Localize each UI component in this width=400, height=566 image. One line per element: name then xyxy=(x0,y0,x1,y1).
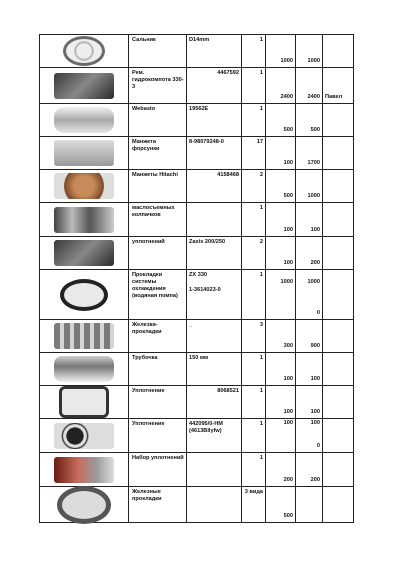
part-photo xyxy=(40,104,129,137)
price-value: 500 xyxy=(283,127,293,134)
part-sum xyxy=(296,35,323,68)
part-qty: 2 xyxy=(242,237,266,270)
table-row xyxy=(40,68,354,104)
table-row xyxy=(40,203,354,237)
sum-value: 900 xyxy=(310,343,320,350)
part-price xyxy=(266,104,296,137)
part-name: Манжета форсунки xyxy=(129,137,187,170)
part-note xyxy=(323,137,354,170)
seal-set-photo xyxy=(54,457,114,483)
part-photo xyxy=(40,353,129,386)
sum-value: 2400 xyxy=(307,94,320,101)
table-row xyxy=(40,487,354,523)
code-line-1: ZX 330 xyxy=(189,272,208,278)
table-row xyxy=(40,35,354,68)
part-photo xyxy=(40,170,129,203)
part-photo xyxy=(40,68,129,104)
part-qty: 3 xyxy=(242,320,266,353)
part-sum xyxy=(296,386,323,419)
part-qty: 1 xyxy=(242,419,266,453)
sum-value-2: 0 xyxy=(316,443,320,450)
sum-value: 1700 xyxy=(307,160,320,167)
part-sum xyxy=(296,270,323,320)
part-name: Рем. гидрокомпота 330-3 xyxy=(129,68,187,104)
part-qty: 1 xyxy=(242,35,266,68)
part-price xyxy=(266,35,296,68)
part-sum xyxy=(296,453,323,487)
seals-photo xyxy=(54,240,114,266)
part-sum xyxy=(296,353,323,386)
price-value: 100 xyxy=(283,420,293,426)
sum-value: 1000 xyxy=(307,58,320,65)
parts-table xyxy=(39,34,354,523)
sum-value: 1000 xyxy=(307,279,320,285)
part-note xyxy=(323,320,354,353)
part-qty: 1 xyxy=(242,203,266,237)
part-note xyxy=(323,237,354,270)
note-value: Павел xyxy=(325,94,343,101)
part-sum xyxy=(296,487,323,523)
part-note xyxy=(323,203,354,237)
seal-photo xyxy=(59,386,109,418)
sum-value: 1000 xyxy=(307,193,320,200)
part-name: Набор уплотнений xyxy=(129,453,187,487)
price-value: 200 xyxy=(283,477,293,484)
part-price xyxy=(266,353,296,386)
part-price xyxy=(266,386,296,419)
part-qty: 2 xyxy=(242,170,266,203)
part-photo xyxy=(40,203,129,237)
part-price xyxy=(266,320,296,353)
part-note xyxy=(323,419,354,453)
price-value: 300 xyxy=(283,343,293,350)
part-sum xyxy=(296,419,323,453)
table-row xyxy=(40,386,354,419)
part-note xyxy=(323,68,354,104)
price-value: 1000 xyxy=(280,58,293,65)
table-row xyxy=(40,320,354,353)
part-code xyxy=(187,270,242,320)
part-note xyxy=(323,386,354,419)
part-note xyxy=(323,353,354,386)
injector-seal-photo xyxy=(54,140,114,166)
part-photo xyxy=(40,419,129,453)
sum-value: 500 xyxy=(310,127,320,134)
part-qty: 1 xyxy=(242,453,266,487)
part-code: 8-98079248-0 xyxy=(187,137,242,170)
price-value: 100 xyxy=(283,376,293,383)
part-sum xyxy=(296,104,323,137)
table-row xyxy=(40,419,354,453)
part-price xyxy=(266,137,296,170)
sum-value: 200 xyxy=(310,260,320,267)
part-photo xyxy=(40,270,129,320)
part-code xyxy=(187,487,242,523)
part-price xyxy=(266,487,296,523)
price-value: 500 xyxy=(283,513,293,520)
price-value: 100 xyxy=(283,227,293,234)
part-price xyxy=(266,237,296,270)
part-name: Железные прокладки xyxy=(129,487,187,523)
part-photo xyxy=(40,237,129,270)
table-row xyxy=(40,353,354,386)
part-note xyxy=(323,104,354,137)
part-sum xyxy=(296,203,323,237)
sum-value: 100 xyxy=(310,420,320,426)
part-name: Манжеты Hitachi xyxy=(129,170,187,203)
part-price xyxy=(266,453,296,487)
webasto-part-photo xyxy=(54,107,114,133)
part-qty: 1 xyxy=(242,104,266,137)
part-code: _ xyxy=(187,320,242,353)
part-price xyxy=(266,203,296,237)
code-line-2: 1-3614023-0 xyxy=(189,286,221,293)
gasket-ring-photo xyxy=(63,36,105,66)
sum-value: 100 xyxy=(310,409,320,416)
sum-value-2: 0 xyxy=(316,310,320,317)
part-qty: 1 xyxy=(242,68,266,104)
sum-value: 100 xyxy=(310,376,320,383)
part-photo xyxy=(40,453,129,487)
part-qty: 1 xyxy=(242,270,266,320)
price-value: 100 xyxy=(283,160,293,167)
part-name: Железки-прокладки xyxy=(129,320,187,353)
part-photo xyxy=(40,320,129,353)
part-note xyxy=(323,487,354,523)
part-name: маслосъемных колпачков xyxy=(129,203,187,237)
price-value: 100 xyxy=(283,409,293,416)
part-name: Уплотнение xyxy=(129,386,187,419)
part-sum xyxy=(296,320,323,353)
part-sum xyxy=(296,237,323,270)
part-price xyxy=(266,170,296,203)
part-code xyxy=(187,453,242,487)
table-row xyxy=(40,453,354,487)
table-row xyxy=(40,237,354,270)
part-photo xyxy=(40,35,129,68)
part-qty: 1 xyxy=(242,353,266,386)
part-note xyxy=(323,453,354,487)
part-photo xyxy=(40,386,129,419)
part-code: 4158468 xyxy=(187,170,242,203)
part-name: Прокладки системы охлаждения (водяная помпа) xyxy=(129,270,187,320)
valve-caps-photo xyxy=(54,207,114,233)
part-qty: 1 xyxy=(242,386,266,419)
price-value: 100 xyxy=(283,260,293,267)
sum-value: 200 xyxy=(310,477,320,484)
part-price xyxy=(266,419,296,453)
part-qty: 17 xyxy=(242,137,266,170)
part-price xyxy=(266,270,296,320)
part-code: 442095/0-HM (4613Bllyfw) xyxy=(187,419,242,453)
part-sum xyxy=(296,137,323,170)
part-qty: 3 вида xyxy=(242,487,266,523)
part-code xyxy=(187,203,242,237)
hitachi-seal-photo xyxy=(54,173,114,199)
part-name: Трубочка xyxy=(129,353,187,386)
part-name: Webasto xyxy=(129,104,187,137)
tube-photo xyxy=(54,356,114,382)
part-photo xyxy=(40,487,129,523)
part-note xyxy=(323,270,354,320)
part-note xyxy=(323,35,354,68)
part-name: Сальник xyxy=(129,35,187,68)
part-sum xyxy=(296,170,323,203)
table-row xyxy=(40,104,354,137)
part-photo xyxy=(40,137,129,170)
part-note xyxy=(323,170,354,203)
table-row xyxy=(40,270,354,320)
part-code: Zaxis 200/250 xyxy=(187,237,242,270)
iron-gaskets-photo xyxy=(57,486,111,524)
cooling-gaskets-photo xyxy=(60,279,108,311)
table-row xyxy=(40,170,354,203)
price-value: 500 xyxy=(283,193,293,200)
price-value: 2400 xyxy=(280,94,293,101)
part-sum xyxy=(296,68,323,104)
hydraulic-kit-photo xyxy=(54,73,114,99)
price-value: 1000 xyxy=(280,279,293,285)
seal-rings-photo xyxy=(54,423,114,449)
part-name: Уплотнение xyxy=(129,419,187,453)
sum-value: 100 xyxy=(310,227,320,234)
table-row xyxy=(40,137,354,170)
part-price xyxy=(266,68,296,104)
part-code: 4467592 xyxy=(187,68,242,104)
part-code: 19562E xyxy=(187,104,242,137)
metal-gaskets-photo xyxy=(54,323,114,349)
part-code: 150 мм xyxy=(187,353,242,386)
part-name: уплотнений xyxy=(129,237,187,270)
part-code: 8068521 xyxy=(187,386,242,419)
part-code: D14mm xyxy=(187,35,242,68)
